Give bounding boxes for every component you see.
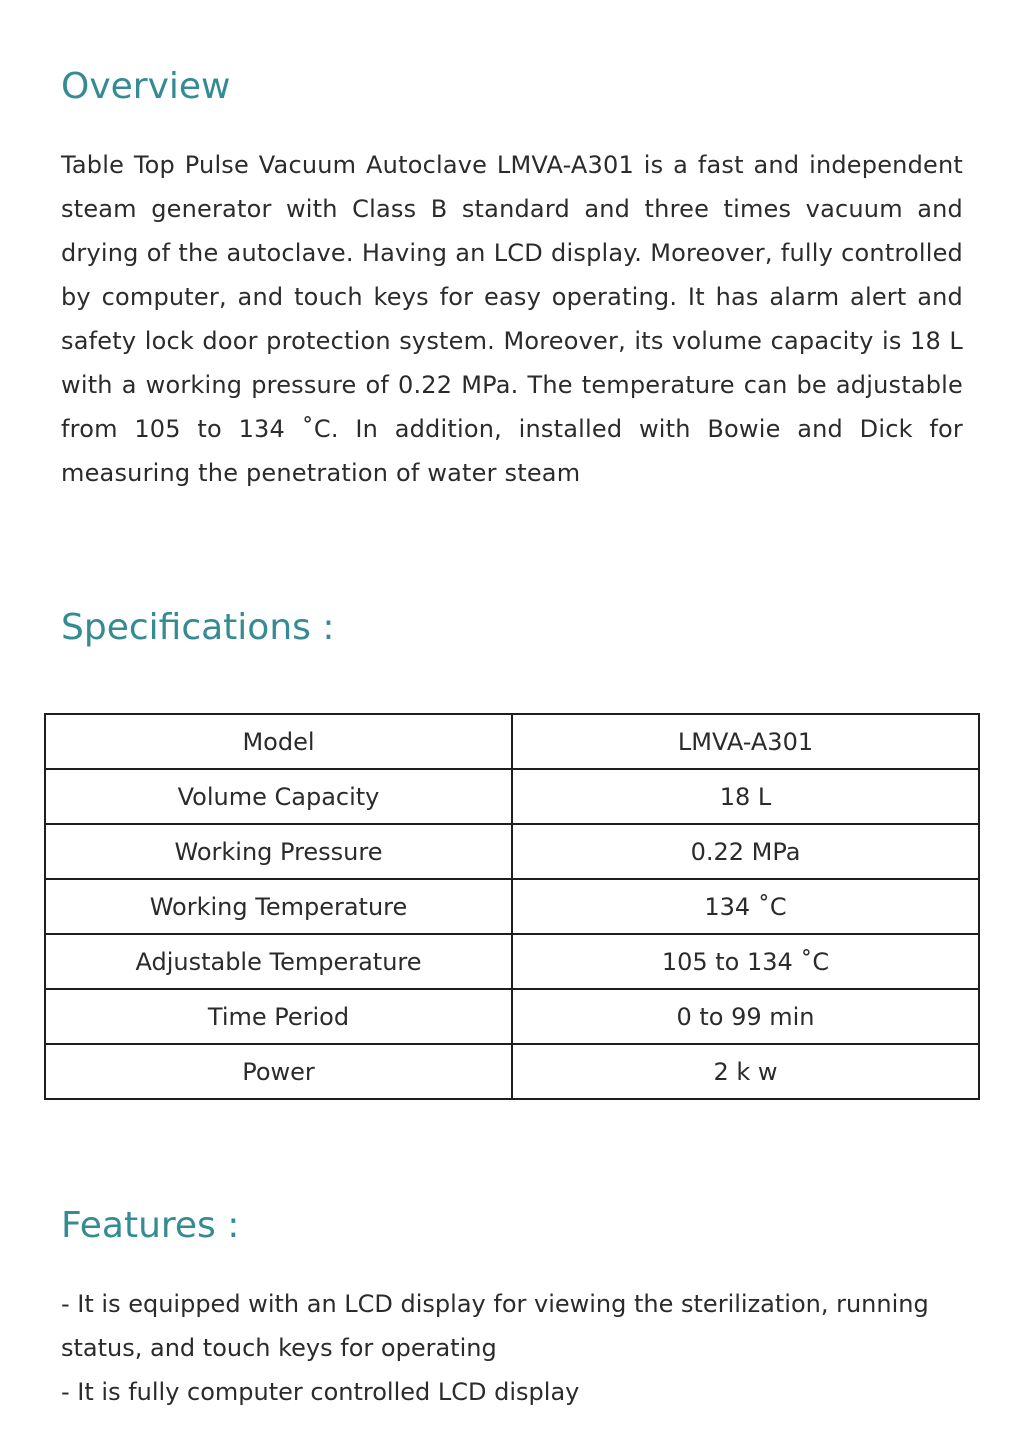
specifications-table	[44, 713, 980, 1100]
spec-value: LMVA-A301	[512, 714, 979, 769]
table-row	[45, 989, 979, 1044]
table-row	[45, 879, 979, 934]
spec-value: 2 k w	[512, 1044, 979, 1099]
table-row	[45, 714, 979, 769]
table-row	[45, 934, 979, 989]
spec-value: 134 ˚C	[512, 879, 979, 934]
spec-label: Working Temperature	[45, 879, 512, 934]
spec-label: Time Period	[45, 989, 512, 1044]
spec-label: Volume Capacity	[45, 769, 512, 824]
overview-heading: Overview	[61, 66, 231, 107]
features-list	[61, 1282, 981, 1414]
spec-label: Model	[45, 714, 512, 769]
overview-paragraph: Table Top Pulse Vacuum Autoclave LMVA-A301 is a fast and independent steam generator with Class B standard and three times vacuum and drying of the autoclave. Having an LCD display. Moreover, fully controlled by computer, and touch keys for easy operating. It has alarm alert and safety lock door protection system. Moreover, its volume capacity is 18 L with a working pressure of 0.22 MPa. The temperature can be adjustable from 105 to 134 ˚C. In addition, installed with Bowie and Dick for measuring the penetration of water steam	[61, 151, 963, 487]
list-item: - It is fully computer controlled LCD display	[61, 1378, 580, 1406]
spec-label: Power	[45, 1044, 512, 1099]
spec-label: Adjustable Temperature	[45, 934, 512, 989]
table-row	[45, 824, 979, 879]
spec-label: Working Pressure	[45, 824, 512, 879]
features-heading: Features :	[61, 1205, 240, 1246]
spec-value: 105 to 134 ˚C	[512, 934, 979, 989]
specifications-heading: Specifications :	[61, 607, 335, 648]
spec-value: 18 L	[512, 769, 979, 824]
spec-value: 0.22 MPa	[512, 824, 979, 879]
spec-value: 0 to 99 min	[512, 989, 979, 1044]
table-row	[45, 769, 979, 824]
list-item: - It is equipped with an LCD display for viewing the sterilization, running status, and touch keys for operating	[61, 1290, 929, 1362]
table-row	[45, 1044, 979, 1099]
